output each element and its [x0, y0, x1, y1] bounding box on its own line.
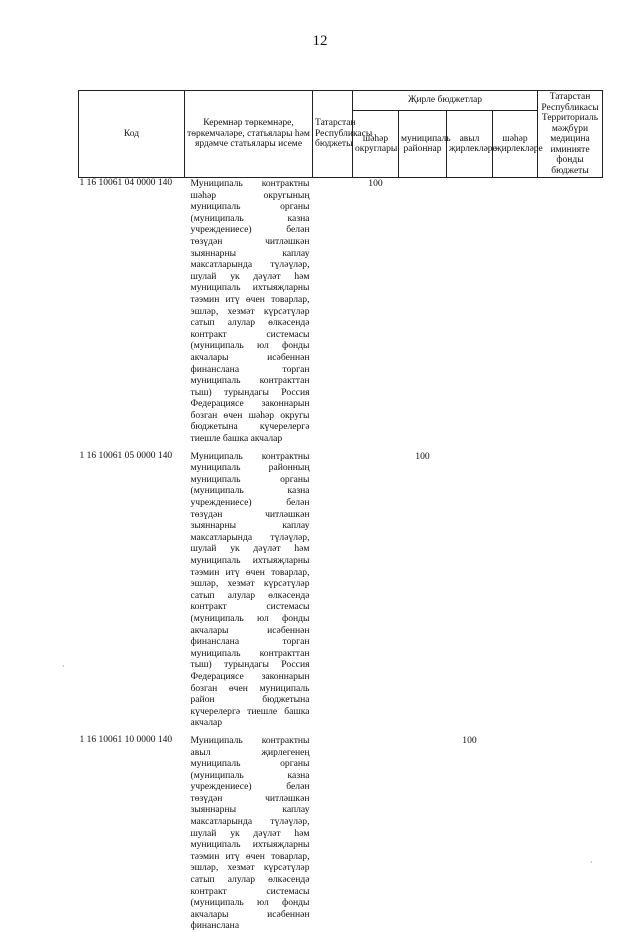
row-republic-share [313, 729, 353, 932]
row-town-share [493, 729, 538, 932]
column-header-municipal-districts: муниципаль районнар [399, 111, 447, 178]
row-city-share: 100 [353, 178, 399, 445]
column-header-republic-budget: Татарстан Республикасы бюджеты [313, 91, 353, 178]
row-republic-share [313, 445, 353, 729]
table-row [79, 445, 603, 729]
row-village-share [447, 178, 493, 445]
column-header-medical-fund: Татарстан Республикасы Территориаль мәҗбүри медицина иминияте фонды бюджеты [538, 91, 603, 178]
row-description: Муниципаль контрактны авыл җирлегенең муниципаль органы (муниципаль казна учреждениесе) белән төзүдән читләшкән зыяннарны каплау максатларында түләүләр, шулай ук дәүләт һәм муниципаль ихтыяҗларны тәэмин итү өчен товарлар, эшләр, хезмәт күрсәтүләр сатып алулар өлкәсендә контракт системасы (муниципаль юл фонды акчалары исәбеннән финанслана [185, 729, 313, 932]
column-header-town-settlements: шәһәр җирлекләре [493, 111, 538, 178]
budget-distribution-table [78, 90, 603, 932]
row-code: 1 16 10061 04 0000 140 [79, 178, 185, 445]
column-header-code: Код [79, 91, 185, 178]
table-body [79, 178, 603, 932]
row-town-share [493, 178, 538, 445]
row-fund-share [538, 445, 603, 729]
budget-table-sheet [78, 90, 602, 932]
row-code: 1 16 10061 10 0000 140 [79, 729, 185, 932]
row-village-share: 100 [447, 729, 493, 932]
row-description: Муниципаль контрактны шәһәр округының муниципаль органы (муниципаль казна учреждениесе) белән төзүдән читләшкән зыяннарны каплау максатларында түләүләр, шулай ук дәүләт һәм муниципаль ихтыяҗларны тәэмин итү өчен товарлар, эшләр, хезмәт күрсәтүләр сатып алулар өлкәсендә контракт системасы (муниципаль юл фонды акчалары исәбеннән финанслана торган муниципаль контракттан тыш) турындагы Россия Федерациясе законнарын бозган өчен шәһәр округы бюджетына күчерелергә тиешле башка акчалар [185, 178, 313, 445]
row-description: Муниципаль контрактны муниципаль районның муниципаль органы (муниципаль казна учреждениесе) белән төзүдән читләшкән зыяннарны каплау максатларында түләүләр, шулай ук дәүләт һәм муниципаль ихтыяҗларны тәэмин итү өчен товарлар, эшләр, хезмәт күрсәтүләр сатып алулар өлкәсендә контракт системасы (муниципаль юл фонды акчалары исәбеннән финанслана торган муниципаль контракттан тыш) турындагы Россия Федерациясе законнарын бозган өчен муниципаль район бюджетына күчерелергә тиешле башка акчалар [185, 445, 313, 729]
table-row [79, 178, 603, 445]
row-village-share [447, 445, 493, 729]
row-fund-share [538, 178, 603, 445]
column-header-village-settlements: авыл җирлекләре [447, 111, 493, 178]
scan-speck: · [590, 858, 593, 867]
row-town-share [493, 445, 538, 729]
row-city-share [353, 445, 399, 729]
row-municipal-share [399, 178, 447, 445]
row-fund-share [538, 729, 603, 932]
page-number: 12 [0, 33, 640, 50]
row-city-share [353, 729, 399, 932]
column-group-local-budgets: Җирле бюджетлар [353, 91, 538, 111]
row-municipal-share: 100 [399, 445, 447, 729]
row-municipal-share [399, 729, 447, 932]
row-republic-share [313, 178, 353, 445]
table-row [79, 729, 603, 932]
table-header [79, 91, 603, 178]
column-header-name: Керемнәр төркемнәре, төркемчәләре, статьялары һәм ярдәмче статьялары исеме [185, 91, 313, 178]
row-code: 1 16 10061 05 0000 140 [79, 445, 185, 729]
column-header-city-districts: шәһәр округлары [353, 111, 399, 178]
scan-speck: · [62, 662, 65, 671]
